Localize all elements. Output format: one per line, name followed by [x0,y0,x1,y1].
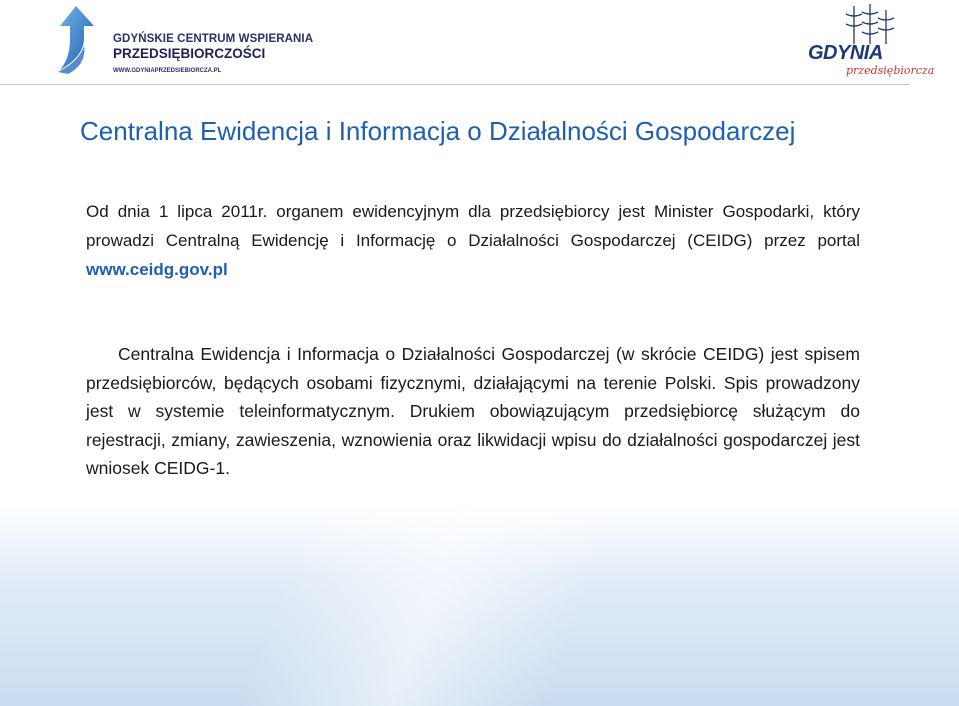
logo-line-2: PRZEDSIĘBIORCZOŚCI [113,46,266,61]
gcwp-logo [50,4,320,78]
ceidg-description-paragraph: Centralna Ewidencja i Informacja o Działalności Gospodarczej (w skrócie CEIDG) jest spisem przedsiębiorców, będących osobami fizycznymi, działającymi na terenie Polski. Spis prowadzony jest w systemie teleinformatycznym. Drukiem obowiązującym przedsiębiorcę służącym do rejestracji, zmiany, zawieszenia, wznowienia oraz likwidacji wpisu do działalności gospodarczej jest wniosek CEIDG-1. [86,344,860,478]
upward-arrow-icon [50,4,102,76]
intro-text: Od dnia 1 lipca 2011r. organem ewidencyjnym dla przedsiębiorcy jest Minister Gospodarki, który prowadzi Centralną Ewidencję i Informację o Działalności Gospodarczej (CEIDG) przez portal [86,202,860,250]
logo-line-1: GDYŃSKIE CENTRUM WSPIERANIA [113,33,314,45]
footer-light-ray [0,505,959,706]
gdynia-tagline: przedsiębiorcza [846,64,935,77]
ceidg-portal-link[interactable]: www.ceidg.gov.pl [86,260,228,279]
decorative-footer-band [0,505,959,706]
intro-paragraph [86,197,860,284]
header-divider [0,84,910,85]
gdynia-wordmark: GDYNIA [808,42,883,64]
gdynia-logo [806,2,935,82]
logo-url: WWW.GDYNIAPRZEDSIEBIORCZA.PL [113,68,222,74]
page-title: Centralna Ewidencja i Informacja o Działalności Gospodarczej [80,116,796,146]
sailing-ship-icon [806,2,918,46]
